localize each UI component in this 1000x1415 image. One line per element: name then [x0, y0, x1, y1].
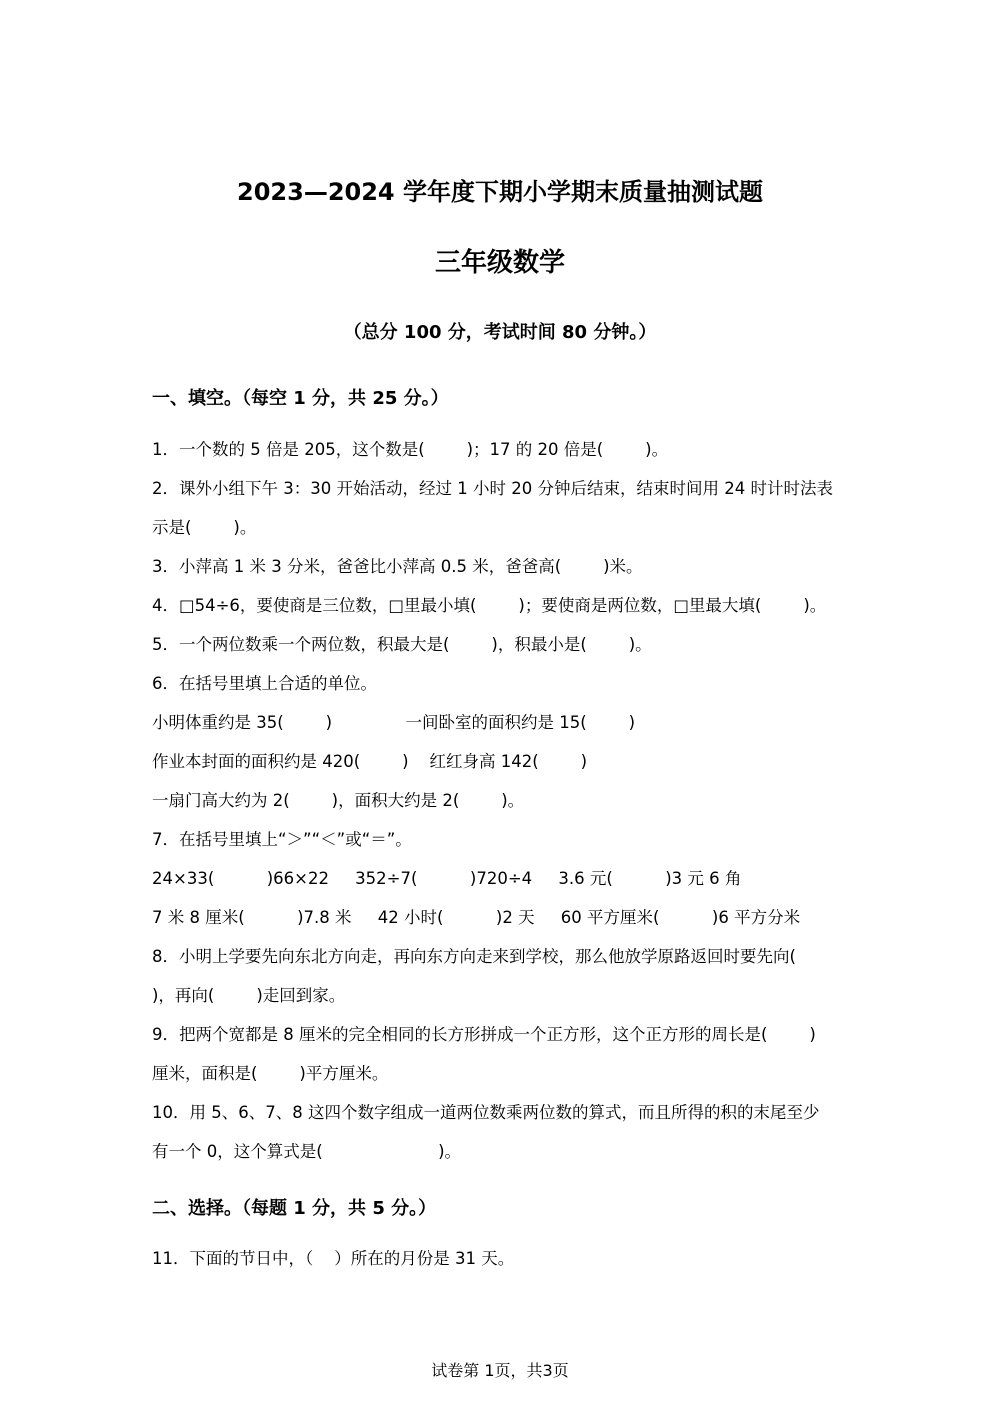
question-line: 7．在括号里填上“＞”“＜”或“＝”。: [152, 830, 412, 849]
question-line: 2．课外小组下午 3：30 开始活动，经过 1 小时 20 分钟后结束，结束时间用 24 时计时法表: [152, 479, 833, 498]
question-line: 7 米 8 厘米( )7.8 米 42 小时( )2 天 60 平方厘米( )6 平方分米: [152, 908, 801, 927]
question-line: 4．□54÷6，要使商是三位数，□里最小填( )；要使商是两位数，□里最大填( )。: [152, 596, 827, 615]
question-line: 3．小萍高 1 米 3 分米，爸爸比小萍高 0.5 米，爸爸高( )米。: [152, 557, 643, 576]
question-line: 6．在括号里填上合适的单位。: [152, 674, 377, 693]
question-line: 作业本封面的面积约是 420( ) 红红身高 142( ): [152, 752, 588, 771]
question-line: )，再向( )走回到家。: [152, 986, 346, 1005]
question-line: 小明体重约是 35( ) 一间卧室的面积约是 15( ): [152, 713, 636, 732]
exam-title: 2023—2024 学年度下期小学期末质量抽测试题: [237, 178, 763, 206]
question-line: 5．一个两位数乘一个两位数，积最大是( )，积最小是( )。: [152, 635, 652, 654]
question-line: 示是( )。: [152, 518, 257, 537]
question-line: 10．用 5、6、7、8 这四个数字组成一道两位数乘两位数的算式，而且所得的积的末尾至少: [152, 1103, 820, 1122]
question-line: 厘米，面积是( )平方厘米。: [152, 1064, 389, 1083]
question-line: 8．小明上学要先向东北方向走，再向东方向走来到学校，那么他放学原路返回时要先向(: [152, 947, 796, 966]
question-line: 9．把两个宽都是 8 厘米的完全相同的长方形拼成一个正方形，这个正方形的周长是( ): [152, 1025, 816, 1044]
question-line: 有一个 0，这个算式是( )。: [152, 1142, 462, 1161]
section-heading-choice: 二、选择。（每题 1 分，共 5 分。）: [152, 1198, 437, 1219]
question-line: 1．一个数的 5 倍是 205，这个数是( )；17 的 20 倍是( )。: [152, 440, 669, 459]
page-footer: 试卷第 1页，共3页: [431, 1361, 569, 1380]
exam-subtitle: 三年级数学: [434, 248, 565, 278]
question-line: 11．下面的节日中，（ ）所在的月份是 31 天。: [152, 1249, 515, 1268]
question-line: 24×33( )66×22 352÷7( )720÷4 3.6 元( )3 元 6 角: [152, 869, 742, 888]
question-line: 一扇门高大约为 2( )，面积大约是 2( )。: [152, 791, 525, 810]
exam-note: （总分 100 分，考试时间 80 分钟。）: [343, 322, 657, 343]
section-heading-fill-blank: 一、填空。（每空 1 分，共 25 分。）: [152, 388, 449, 409]
